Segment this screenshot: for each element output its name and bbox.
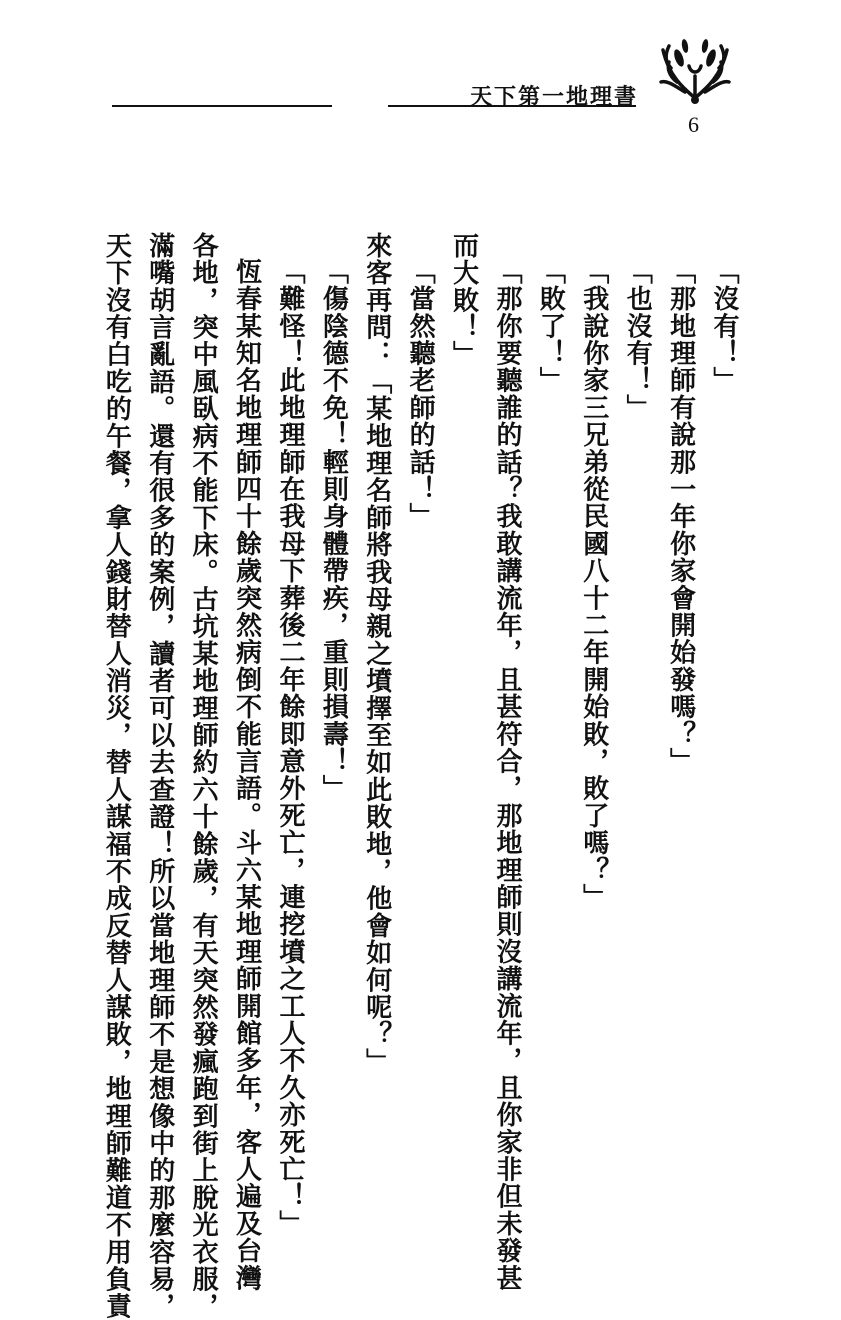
text-line: 「那地理師有說那一年你家會開始發嗎？」	[665, 258, 696, 775]
text-line: 恆春某知名地理師四十餘歲突然病倒不能言語。斗六某地理師開館多年，客人遍及台灣	[231, 258, 262, 1292]
text-line: 「那你要聽誰的話？我敢講流年，且甚符合，那地理師則沒講流年，且你家非但未發甚	[491, 258, 522, 1292]
text-line: 滿嘴胡言亂語。還有很多的案例，讀者可以去查證！所以當地理師不是想像中的那麼容易，	[144, 232, 175, 1320]
laurel-emblem-icon	[655, 36, 735, 106]
text-line: 「當然聽老師的話！」	[405, 258, 436, 530]
text-line: 而大敗！」	[448, 232, 479, 368]
text-line: 「敗了！」	[535, 258, 566, 394]
header-rule-left	[112, 105, 332, 107]
page-number: 6	[688, 112, 699, 137]
body-text-vertical	[94, 232, 745, 1320]
text-line: 「我說你家三兄弟從民國八十二年開始敗，敗了嗎？」	[578, 258, 609, 911]
text-line: 「也沒有！」	[622, 258, 653, 422]
running-header-title: 天下第一地理書	[470, 84, 639, 110]
text-line: 「沒有！」	[709, 258, 739, 394]
text-line: 各地，突中風臥病不能下床。古坑某地理師約六十餘歲，有天突然發瘋跑到街上脫光衣服，	[188, 232, 219, 1320]
text-line: 天下沒有白吃的午餐，拿人錢財替人消災，替人謀福不成反替人謀敗，地理師難道不用負責	[101, 232, 132, 1320]
text-line: 「難怪！此地理師在我母下葬後二年餘即意外死亡，連挖墳之工人不久亦死亡！」	[274, 258, 305, 1238]
text-line: 來客再問：「某地理名師將我母親之墳擇至如此敗地，他會如何呢？」	[361, 232, 392, 1076]
text-line: 「傷陰德不免！輕則身體帶疾，重則損壽！」	[318, 258, 349, 802]
